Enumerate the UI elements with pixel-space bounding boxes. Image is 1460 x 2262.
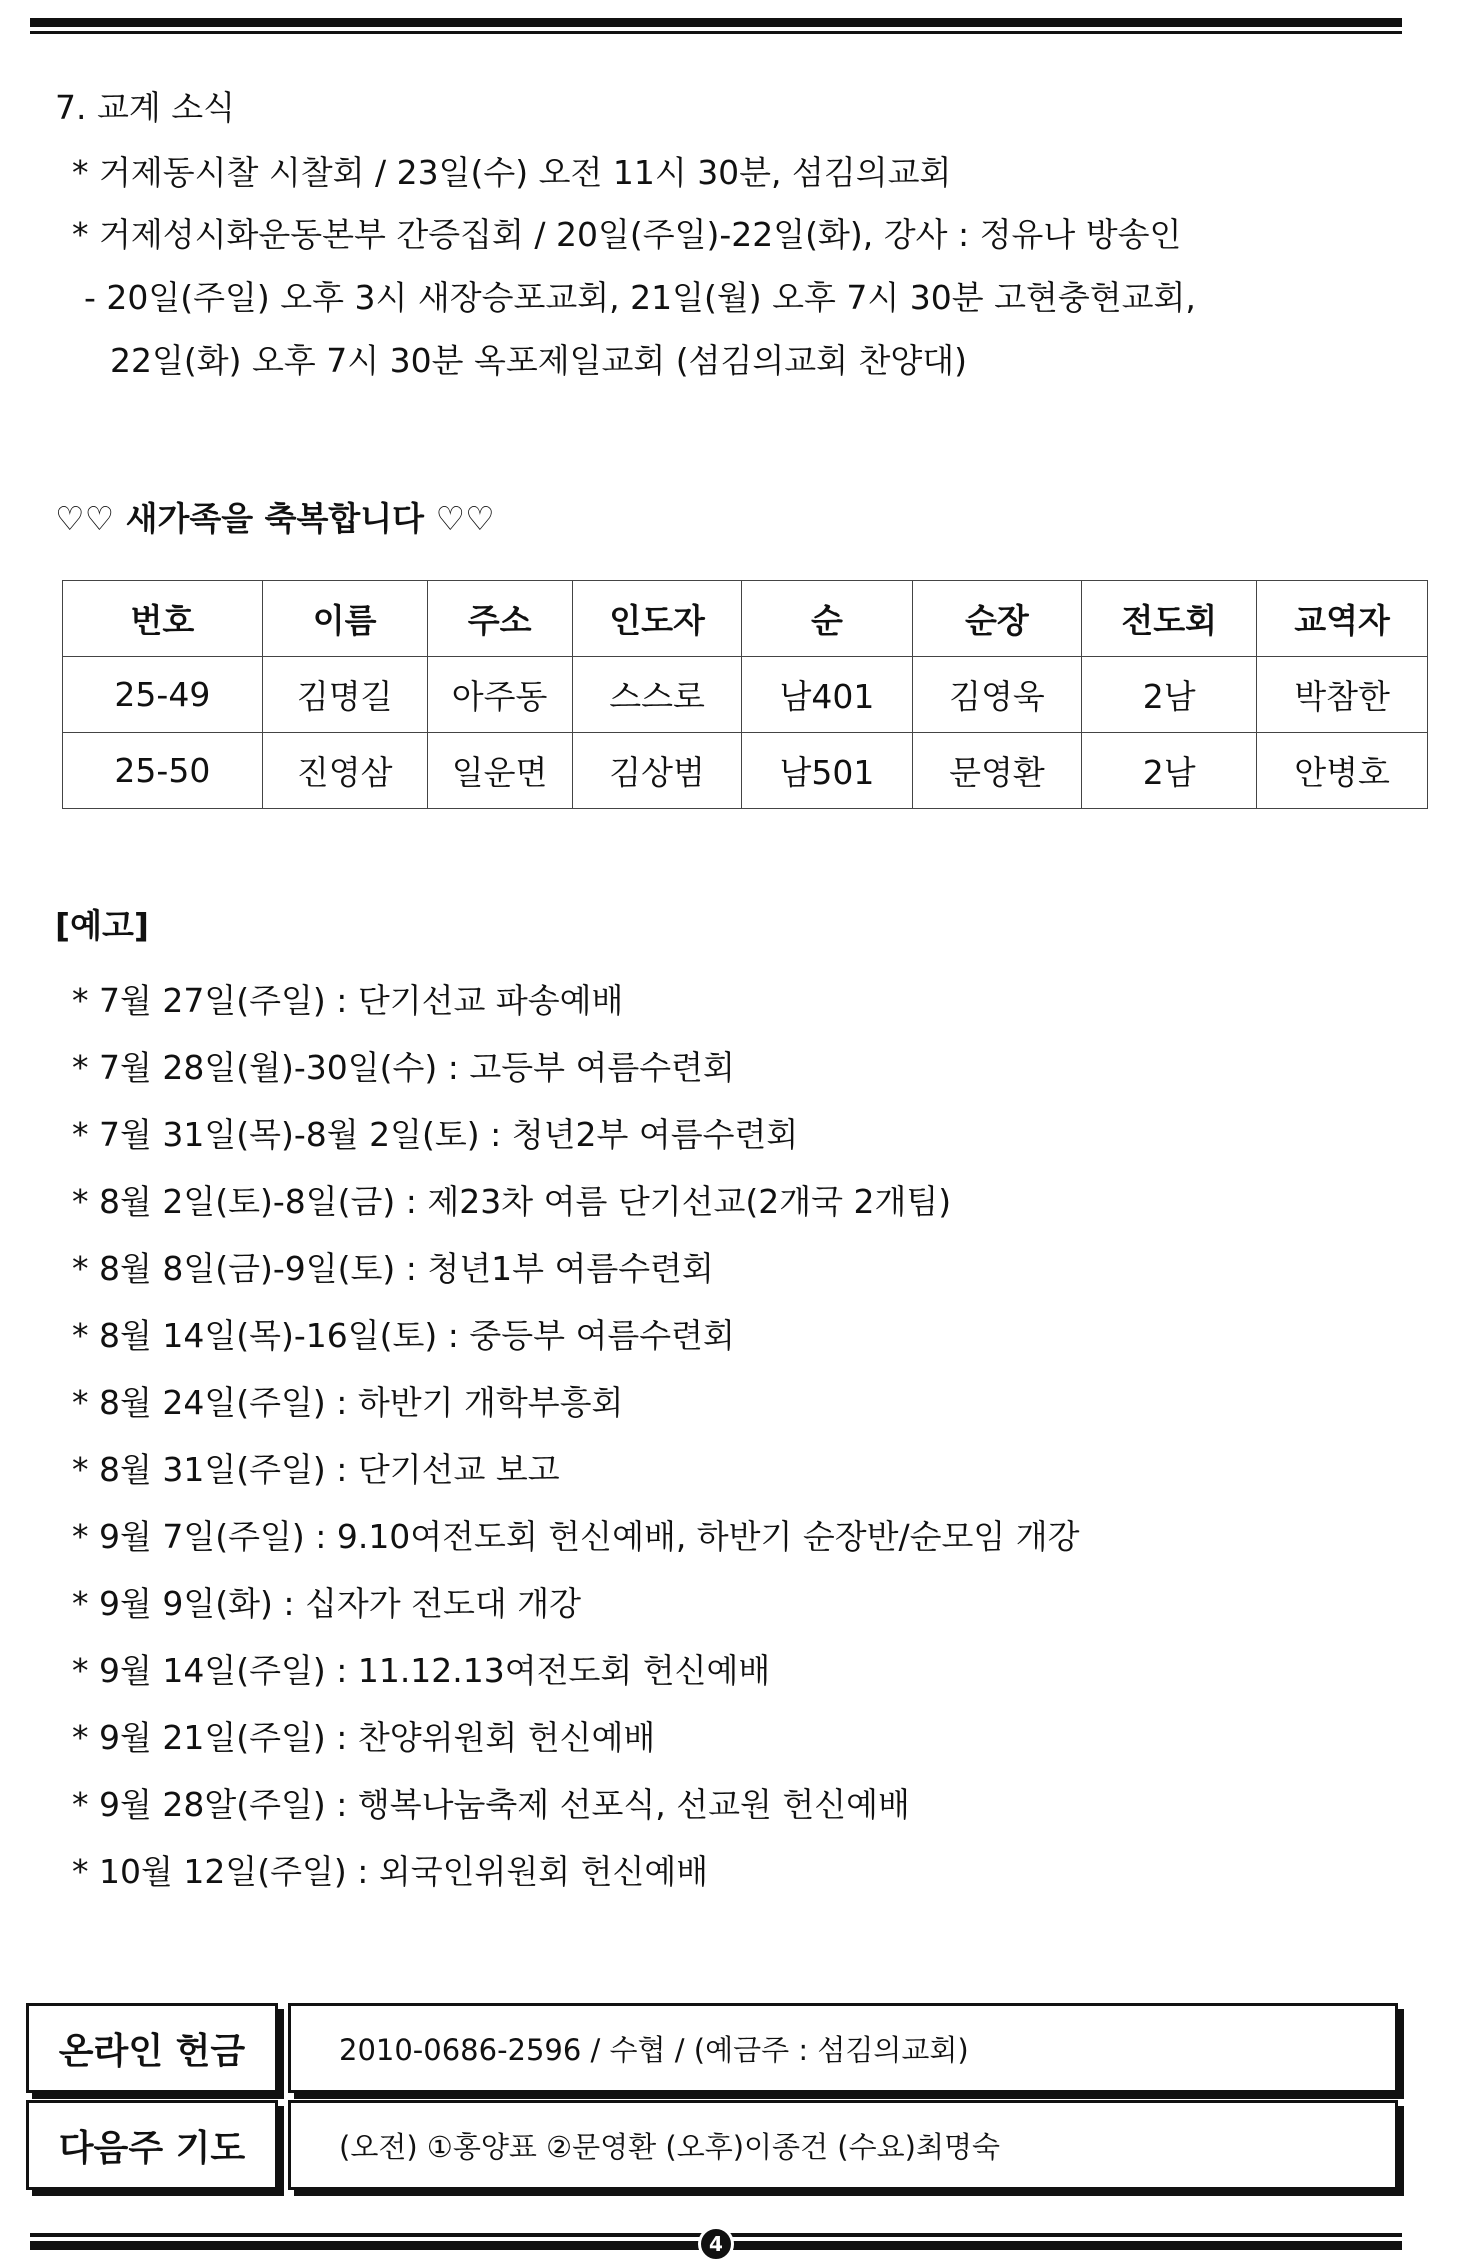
table-row — [63, 733, 1428, 809]
table-cell: 박참한 — [1257, 657, 1428, 733]
notice-item: * 7월 27일(주일) : 단기선교 파송예배 — [72, 981, 624, 1020]
table-row — [63, 657, 1428, 733]
online-offering-value: 2010-0686-2596 / 수협 / (예금주 : 섬김의교회) — [339, 2032, 969, 2067]
table-cell: 김영욱 — [912, 657, 1082, 733]
table-cell: 25-50 — [63, 733, 263, 809]
notice-item: * 8월 2일(토)-8일(금) : 제23차 여름 단기선교(2개국 2개팀) — [72, 1182, 952, 1221]
notice-item: * 8월 8일(금)-9일(토) : 청년1부 여름수련회 — [72, 1249, 714, 1288]
header-cell: 순 — [742, 581, 912, 657]
table-cell: 김명길 — [262, 657, 427, 733]
header-cell: 주소 — [427, 581, 572, 657]
page-number: 4 — [698, 2226, 734, 2262]
next-week-prayer-value: (오전) ①홍양표 ②문영환 (오후)이종건 (수요)최명숙 — [339, 2129, 1001, 2164]
new-family-table — [62, 580, 1428, 809]
table-cell: 남501 — [742, 733, 912, 809]
notice-item: * 9월 14일(주일) : 11.12.13여전도회 헌신예배 — [72, 1651, 771, 1690]
header-cell: 전도회 — [1082, 581, 1257, 657]
section7-title: 7. 교계 소식 — [55, 88, 235, 127]
top-rule — [30, 18, 1402, 27]
notice-item: * 7월 31일(목)-8월 2일(토) : 청년2부 여름수련회 — [72, 1115, 799, 1154]
section7-line: - 20일(주일) 오후 3시 새장승포교회, 21일(월) 오후 7시 30분 고현충현교회, — [84, 278, 1196, 317]
table-cell: 문영환 — [912, 733, 1082, 809]
notice-title: [예고] — [55, 906, 149, 945]
table-cell: 아주동 — [427, 657, 572, 733]
table-header-row — [63, 581, 1428, 657]
section7-line: * 거제동시찰 시찰회 / 23일(수) 오전 11시 30분, 섬김의교회 — [72, 153, 952, 192]
table-cell: 안병호 — [1257, 733, 1428, 809]
new-family-title: ♡♡ 새가족을 축복합니다 ♡♡ — [55, 499, 495, 538]
notice-item: * 8월 14일(목)-16일(토) : 중등부 여름수련회 — [72, 1316, 735, 1355]
online-offering-label-box — [26, 2003, 278, 2093]
top-rule-thin — [30, 31, 1402, 34]
table-cell: 25-49 — [63, 657, 263, 733]
notice-item: * 8월 31일(주일) : 단기선교 보고 — [72, 1450, 560, 1489]
table-cell: 2남 — [1082, 733, 1257, 809]
notice-item: * 8월 24일(주일) : 하반기 개학부흥회 — [72, 1383, 624, 1422]
table-cell: 일운면 — [427, 733, 572, 809]
header-cell: 이름 — [262, 581, 427, 657]
header-cell: 인도자 — [572, 581, 742, 657]
notice-item: * 9월 7일(주일) : 9.10여전도회 헌신예배, 하반기 순장반/순모임 개강 — [72, 1517, 1080, 1556]
table-cell: 2남 — [1082, 657, 1257, 733]
next-week-prayer-value-box — [288, 2100, 1398, 2190]
header-cell: 번호 — [63, 581, 263, 657]
table-cell: 남401 — [742, 657, 912, 733]
table-cell: 진영삼 — [262, 733, 427, 809]
online-offering-label: 온라인 헌금 — [58, 2030, 246, 2072]
notice-item: * 9월 28알(주일) : 행복나눔축제 선포식, 선교원 헌신예배 — [72, 1785, 910, 1824]
header-cell: 교역자 — [1257, 581, 1428, 657]
next-week-prayer-label-box — [26, 2100, 278, 2190]
header-cell: 순장 — [912, 581, 1082, 657]
notice-item: * 9월 21일(주일) : 찬양위원회 헌신예배 — [72, 1718, 656, 1757]
table-cell: 김상범 — [572, 733, 742, 809]
section7-line: 22일(화) 오후 7시 30분 옥포제일교회 (섬김의교회 찬양대) — [110, 341, 967, 380]
notice-item: * 9월 9일(화) : 십자가 전도대 개강 — [72, 1584, 581, 1623]
next-week-prayer-label: 다음주 기도 — [58, 2127, 246, 2169]
notice-item: * 7월 28일(월)-30일(수) : 고등부 여름수련회 — [72, 1048, 735, 1087]
notice-item: * 10월 12일(주일) : 외국인위원회 헌신예배 — [72, 1852, 709, 1891]
table-cell: 스스로 — [572, 657, 742, 733]
online-offering-value-box — [288, 2003, 1398, 2093]
section7-line: * 거제성시화운동본부 간증집회 / 20일(주일)-22일(화), 강사 : 정유나 방송인 — [72, 215, 1182, 254]
